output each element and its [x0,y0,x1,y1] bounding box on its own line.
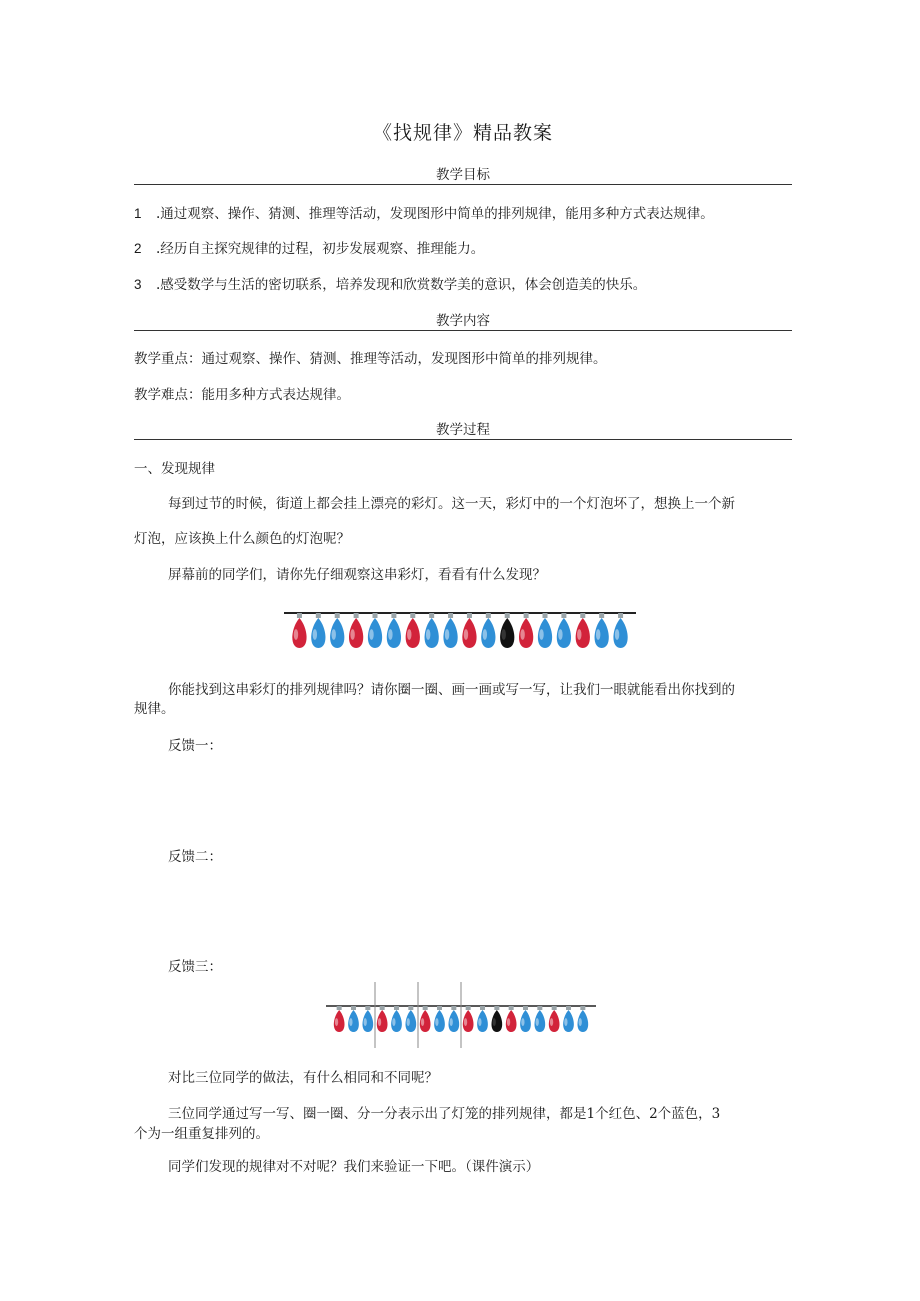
bulb-cap [618,613,623,618]
bulb-highlight [435,1018,438,1026]
bulb-cap [566,1006,571,1010]
bulb-cap [543,613,548,618]
bulb-cap [523,1006,528,1010]
paragraph-line: 每到过节的时候，街道上都会挂上漂亮的彩灯。这一天，彩灯中的一个灯泡坏了，想换上一个新 [168,496,735,512]
bulb-highlight [483,629,487,640]
paragraph-line: 你能找到这串彩灯的排列规律吗？请你圈一圈、画一画或写一写，让我们一眼就能看出你找到的 [168,682,735,698]
bulb-cap [466,1006,471,1010]
bulb-cap [365,1006,370,1010]
bulb-cap [494,1006,499,1010]
light-string-illustration [284,606,636,652]
goal-text: .感受数学与生活的密切联系，培养发现和欣赏数学美的意识，体会创造美的快乐。 [156,277,647,293]
bulb-highlight [539,629,543,640]
section-rule [134,330,792,331]
goal-item-3 [134,273,646,293]
paragraph-line: 屏幕前的同学们，请你先仔细观察这串彩灯，看看有什么发现？ [168,567,546,583]
bulb-cap [486,613,491,618]
grouped-light-string-illustration [326,982,596,1048]
bulb-highlight [521,1018,524,1026]
goal-number: 1 [134,206,142,221]
bulb-highlight [450,1018,453,1026]
bulb-cap [380,1006,385,1010]
bulb-highlight [388,629,392,640]
feedback-3-label: 反馈三： [168,959,222,975]
bulb-highlight [550,1018,553,1026]
bulb-highlight [350,629,354,640]
section-heading-goals: 教学目标 [436,167,490,183]
section-rule [134,439,792,440]
bulb-cap [580,1006,585,1010]
feedback-1-label: 反馈一： [168,738,222,754]
feedback-2-label: 反馈二： [168,849,222,865]
bulb-cap [451,1006,456,1010]
bulb-cap [448,613,453,618]
bulb-highlight [493,1018,496,1026]
key-point: 教学重点：通过观察、操作、猜测、推理等活动，发现图形中简单的排列规律。 [134,351,607,367]
bulb-highlight [558,629,562,640]
goal-text: .通过观察、操作、猜测、推理等活动，发现图形中简单的排列规律，能用多种方式表达规律。 [156,206,714,222]
difficult-point: 教学难点：能用多种方式表达规律。 [134,387,350,403]
bulb-highlight [615,629,619,640]
goal-number: 3 [134,277,142,292]
bulb-cap [599,613,604,618]
bulb-highlight [426,629,430,640]
bulb-highlight [507,1018,510,1026]
bulb-cap [423,1006,428,1010]
bulb-cap [316,613,321,618]
bulb-cap [505,613,510,618]
bulb-highlight [520,629,524,640]
bulb-cap [537,1006,542,1010]
bulb-cap [524,613,529,618]
page-title: 《找规律》精品教案 [372,122,553,144]
paragraph-line: 规律。 [134,701,175,717]
bulb-highlight [313,629,317,640]
goal-item-1 [134,202,714,222]
paragraph-line: 同学们发现的规律对不对呢？我们来验证一下吧。（课件演示） [168,1159,540,1175]
bulb-highlight [421,1018,424,1026]
bulb-highlight [369,629,373,640]
paragraph-line: 灯泡，应该换上什么颜色的灯泡呢？ [134,531,350,547]
bulb-highlight [445,629,449,640]
bulb-highlight [536,1018,539,1026]
bulb-cap [467,613,472,618]
bulb-highlight [464,1018,467,1026]
bulb-cap [354,613,359,618]
bulb-cap [391,613,396,618]
bulb-highlight [364,1018,367,1026]
bulb-cap [437,1006,442,1010]
bulb-cap [509,1006,514,1010]
bulb-highlight [407,1018,410,1026]
paragraph-line: 对比三位同学的做法，有什么相同和不同呢？ [168,1070,438,1086]
bulb-cap [351,1006,356,1010]
bulb-cap [552,1006,557,1010]
bulb-cap [335,613,340,618]
bulb-highlight [407,629,411,640]
bulb-cap [394,1006,399,1010]
bulb-highlight [349,1018,352,1026]
section-rule [134,184,792,185]
bulb-highlight [392,1018,395,1026]
goal-number: 2 [134,241,142,256]
section-heading-process: 教学过程 [436,422,490,438]
goal-text: .经历自主探究规律的过程，初步发展观察、推理能力。 [156,241,485,257]
bulb-highlight [464,629,468,640]
bulb-highlight [294,629,298,640]
bulb-cap [580,613,585,618]
bulb-cap [408,1006,413,1010]
part1-heading: 一、发现规律 [134,461,215,477]
bulb-cap [480,1006,485,1010]
section-heading-content: 教学内容 [436,313,490,329]
bulb-cap [561,613,566,618]
bulb-highlight [332,629,336,640]
bulb-highlight [596,629,600,640]
bulb-cap [297,613,302,618]
bulb-highlight [335,1018,338,1026]
bulb-cap [429,613,434,618]
bulb-cap [337,1006,342,1010]
bulb-highlight [478,1018,481,1026]
bulb-highlight [564,1018,567,1026]
bulb-cap [373,613,378,618]
bulb-highlight [579,1018,582,1026]
bulb-highlight [378,1018,381,1026]
paragraph-line: 个为一组重复排列的。 [134,1126,269,1142]
paragraph-line: 三位同学通过写一写、圈一圈、分一分表示出了灯笼的排列规律，都是1个红色、2个蓝色，3 [168,1106,721,1122]
bulb-cap [410,613,415,618]
bulb-highlight [502,629,506,640]
bulb-highlight [577,629,581,640]
goal-item-2 [134,237,484,257]
